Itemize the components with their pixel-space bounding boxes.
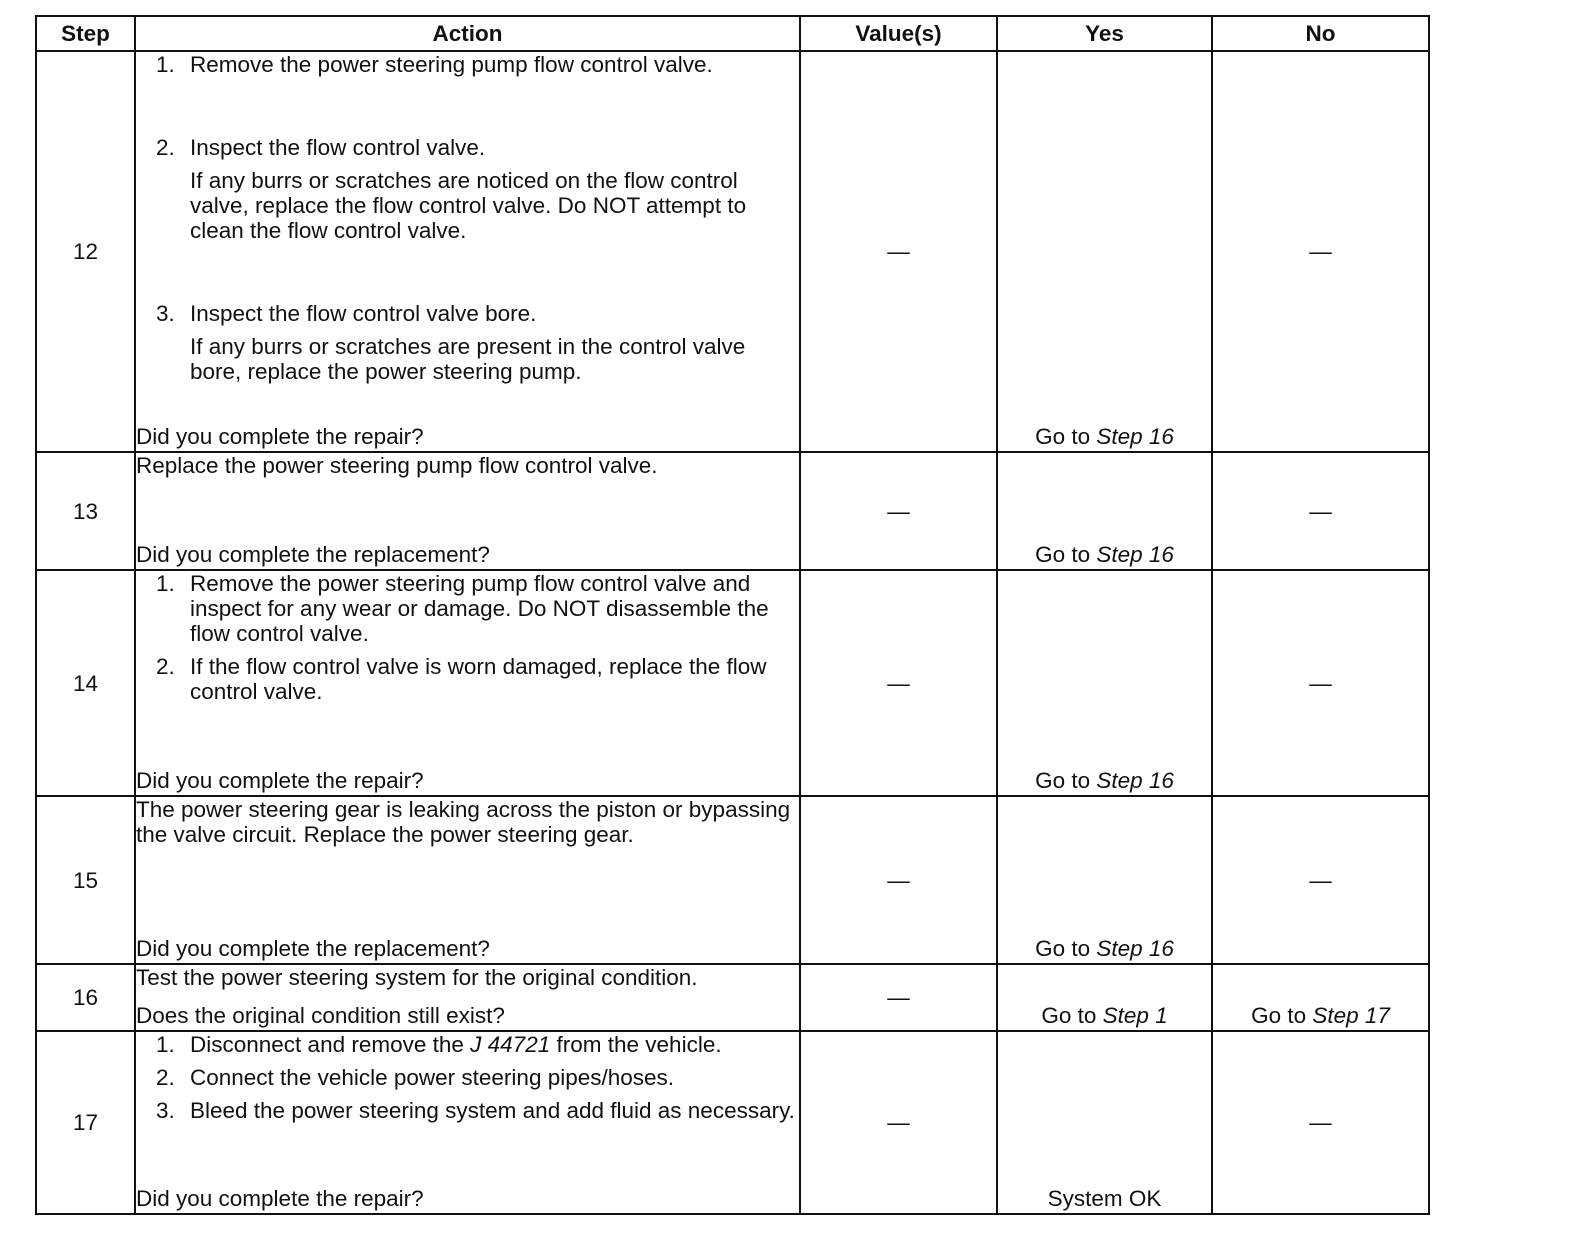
- tool-number: J 44721: [470, 1032, 551, 1057]
- yes-cell: [997, 796, 1212, 964]
- list-text: Bleed the power steering system and add fluid as necessary.: [190, 1098, 795, 1123]
- yes-goto: [998, 768, 1211, 795]
- list-number: 2.: [156, 654, 175, 679]
- dash-mark: —: [887, 239, 910, 264]
- goto-step: Step 16: [1096, 424, 1174, 449]
- dash-mark: —: [887, 985, 910, 1010]
- table-row-step-16: [36, 964, 1429, 1031]
- no-cell: [1212, 570, 1429, 796]
- list-number: 3.: [156, 301, 175, 326]
- table-row-step-13: [36, 452, 1429, 570]
- dash-mark: —: [1309, 867, 1332, 893]
- yes-cell: [997, 964, 1212, 1031]
- question-text: Did you complete the replacement?: [136, 936, 490, 961]
- action-cell: [135, 452, 800, 570]
- goto-step: Step 16: [1096, 542, 1174, 567]
- values-cell: [800, 964, 997, 1031]
- header-no: No: [1212, 16, 1429, 51]
- list-item: [156, 1032, 799, 1057]
- no-cell: [1212, 964, 1429, 1031]
- list-text: [190, 301, 799, 384]
- step-number: 16: [36, 964, 135, 1031]
- no-goto: [1213, 1003, 1428, 1030]
- action-text: Replace the power steering pump flow control valve.: [136, 453, 658, 478]
- step-number: 17: [36, 1031, 135, 1214]
- step-number: 14: [36, 570, 135, 796]
- list-text-main: Inspect the flow control valve.: [190, 135, 486, 160]
- list-number: 1.: [156, 52, 175, 77]
- list-number: 1.: [156, 1032, 175, 1057]
- table-row-step-15: [36, 796, 1429, 964]
- no-cell: [1212, 452, 1429, 570]
- dash-mark: —: [887, 498, 910, 524]
- yes-goto: [998, 542, 1211, 569]
- dash-mark: —: [1309, 239, 1332, 264]
- step-number: 12: [36, 51, 135, 452]
- question-text: Did you complete the repair?: [136, 1186, 424, 1211]
- values-cell: [800, 51, 997, 452]
- action-text: Test the power steering system for the original condition.: [136, 965, 698, 990]
- dash-mark: —: [1309, 1110, 1332, 1135]
- goto-label: Go to: [1035, 542, 1091, 567]
- list-item: [156, 1065, 799, 1090]
- action-cell: [135, 51, 800, 452]
- list-number: 1.: [156, 571, 175, 596]
- list-text-main: Inspect the flow control valve bore.: [190, 301, 537, 326]
- yes-goto: [998, 936, 1211, 963]
- list-text: [190, 135, 799, 243]
- action-cell: [135, 1031, 800, 1214]
- yes-goto: [998, 1003, 1211, 1030]
- question-text: Did you complete the replacement?: [136, 542, 490, 567]
- list-text: Remove the power steering pump flow control valve.: [190, 52, 713, 77]
- goto-step: Step 16: [1096, 768, 1174, 793]
- values-cell: [800, 1031, 997, 1214]
- list-text-post: from the vehicle.: [556, 1032, 722, 1057]
- action-text: The power steering gear is leaking across the piston or bypassing the valve circuit. Replace the power steering gear.: [136, 797, 791, 847]
- yes-cell: [997, 51, 1212, 452]
- header-values: Value(s): [800, 16, 997, 51]
- list-text: If the flow control valve is worn damaged, replace the flow control valve.: [190, 654, 767, 704]
- list-item: [156, 654, 799, 704]
- header-yes: Yes: [997, 16, 1212, 51]
- goto-label: Go to: [1251, 1003, 1307, 1028]
- yes-cell: [997, 452, 1212, 570]
- list-item: [156, 1098, 799, 1123]
- list-item: [156, 52, 799, 77]
- goto-step: Step 1: [1102, 1003, 1168, 1028]
- list-text: [190, 1032, 799, 1057]
- goto-label: Go to: [1041, 1003, 1097, 1028]
- list-number: 3.: [156, 1098, 175, 1123]
- step-number: 15: [36, 796, 135, 964]
- dash-mark: —: [887, 670, 910, 696]
- list-text: Connect the vehicle power steering pipes/hoses.: [190, 1065, 675, 1090]
- goto-label: Go to: [1035, 424, 1091, 449]
- no-cell: [1212, 1031, 1429, 1214]
- list-number: 2.: [156, 1065, 175, 1090]
- yes-goto: [998, 424, 1211, 451]
- question-text: Did you complete the repair?: [136, 768, 424, 793]
- question-text: Does the original condition still exist?: [136, 1003, 505, 1028]
- list-note: If any burrs or scratches are noticed on the flow control valve, replace the flow control valve. Do NOT attempt to clean the flow control valve.: [190, 168, 747, 243]
- table-row-step-14: [36, 570, 1429, 796]
- list-item: [156, 571, 799, 646]
- action-cell: [135, 796, 800, 964]
- values-cell: [800, 796, 997, 964]
- table-row-step-17: [36, 1031, 1429, 1214]
- action-cell: [135, 570, 800, 796]
- table-row-step-12: [36, 51, 1429, 452]
- values-cell: [800, 570, 997, 796]
- diagnostic-table: [35, 15, 1430, 1215]
- list-item: [156, 135, 799, 243]
- header-step: Step: [36, 16, 135, 51]
- goto-label: Go to: [1035, 936, 1091, 961]
- goto-step: Step 16: [1096, 936, 1174, 961]
- list-note: If any burrs or scratches are present in the control valve bore, replace the power steering pump.: [190, 334, 746, 384]
- values-cell: [800, 452, 997, 570]
- question-text: Did you complete the repair?: [136, 424, 424, 449]
- list-item: [156, 301, 799, 384]
- dash-mark: —: [887, 867, 910, 893]
- no-cell: [1212, 51, 1429, 452]
- dash-mark: —: [1309, 670, 1332, 696]
- dash-mark: —: [1309, 498, 1332, 524]
- yes-cell: [997, 1031, 1212, 1214]
- yes-cell: [997, 570, 1212, 796]
- list-number: 2.: [156, 135, 175, 160]
- dash-mark: —: [887, 1110, 910, 1135]
- goto-label: Go to: [1035, 768, 1091, 793]
- list-text-pre: Disconnect and remove the: [190, 1032, 464, 1057]
- yes-result: System OK: [1047, 1186, 1162, 1211]
- header-action: Action: [135, 16, 800, 51]
- action-cell: [135, 964, 800, 1031]
- no-cell: [1212, 796, 1429, 964]
- goto-step: Step 17: [1312, 1003, 1390, 1028]
- step-number: 13: [36, 452, 135, 570]
- header-row: [36, 16, 1429, 51]
- list-text: Remove the power steering pump flow control valve and inspect for any wear or damage. Do NOT disassemble the flow control valve.: [190, 571, 769, 646]
